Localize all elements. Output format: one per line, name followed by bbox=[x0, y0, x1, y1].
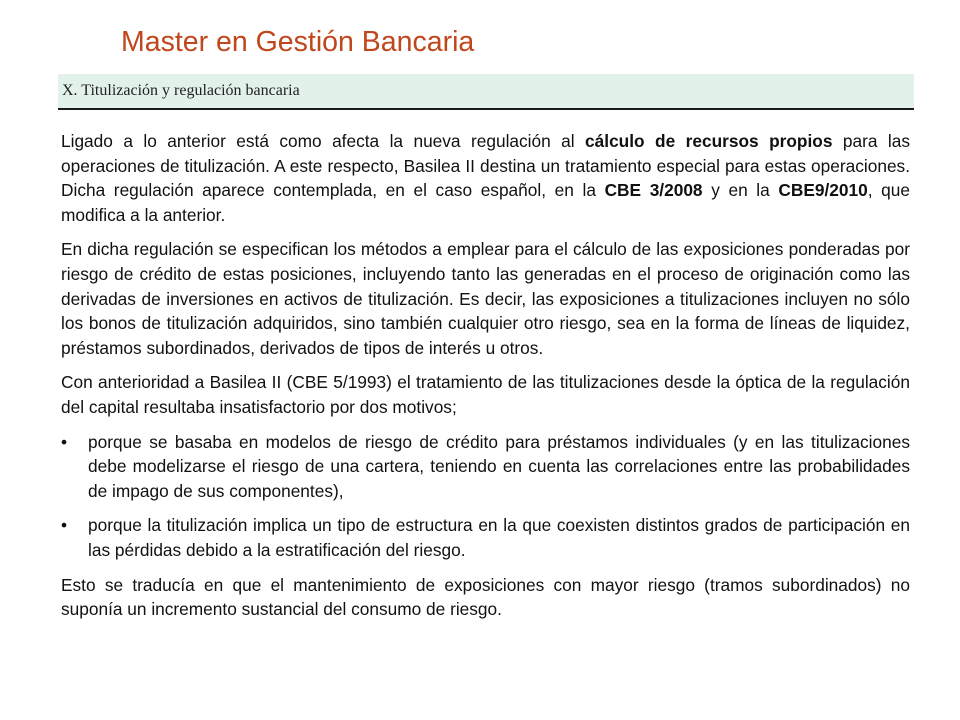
page-title: Master en Gestión Bancaria bbox=[121, 26, 475, 58]
paragraph-4: Esto se traducía en que el mantenimiento de exposiciones con mayor riesgo (tramos subordinados) no suponía un incremento sustancial del consumo de riesgo. bbox=[61, 574, 910, 620]
section-band bbox=[58, 74, 914, 110]
p1-text-4: , que modifica a la anterior. bbox=[61, 180, 910, 225]
list-item bbox=[61, 513, 910, 562]
p1-text-2: para las operaciones de titulización. A este respecto, Basilea II destina un tratamiento especial para estas operaciones. Dicha regulación aparece contemplada, en el caso español, en la bbox=[61, 131, 910, 201]
bullet-icon: • bbox=[61, 431, 68, 452]
bullet-text: porque se basaba en modelos de riesgo de crédito para préstamos individuales (y en las titulizaciones debe modelizarse el riesgo de una cartera, teniendo en cuenta las correlaciones entre las probabilidades de impago de sus componentes), bbox=[88, 431, 910, 501]
p1-bold-recursos: cálculo de recursos propios bbox=[585, 131, 833, 151]
paragraph-2: En dicha regulación se especifican los métodos a emplear para el cálculo de las exposiciones ponderadas por riesgo de crédito de estas posiciones, incluyendo tanto las generadas en el proceso de originación como las derivadas de inversiones en activos de titulización. Es decir, las exposiciones a titulizaciones incluyen no sólo los bonos de titulización adquiridos, sino también cualquier otro riesgo, sea en la forma de líneas de liquidez, préstamos subordinados, derivados de tipos de interés u otros. bbox=[61, 239, 910, 358]
p1-text-1: Ligado a lo anterior está como afecta la nueva regulación al bbox=[61, 131, 586, 151]
list-item bbox=[61, 430, 910, 504]
p1-bold-cbe-2010: CBE9/2010 bbox=[778, 180, 868, 201]
paragraph-3: Con anterioridad a Basilea II (CBE 5/1993) el tratamiento de las titulizaciones desde la óptica de la regulación del capital resultaba insatisfactorio por dos motivos; bbox=[61, 372, 910, 417]
section-title: X. Titulización y regulación bancaria bbox=[62, 82, 300, 99]
p1-text-3: y en la bbox=[702, 180, 779, 201]
paragraph-1 bbox=[61, 129, 910, 227]
p1-bold-cbe-2008: CBE 3/2008 bbox=[604, 180, 703, 201]
bullet-text: porque la titulización implica un tipo de estructura en la que coexisten distintos grados de participación en las pérdidas debido a la estratificación del riesgo. bbox=[88, 515, 910, 560]
body-text bbox=[61, 129, 910, 632]
bullet-icon: • bbox=[61, 515, 68, 536]
